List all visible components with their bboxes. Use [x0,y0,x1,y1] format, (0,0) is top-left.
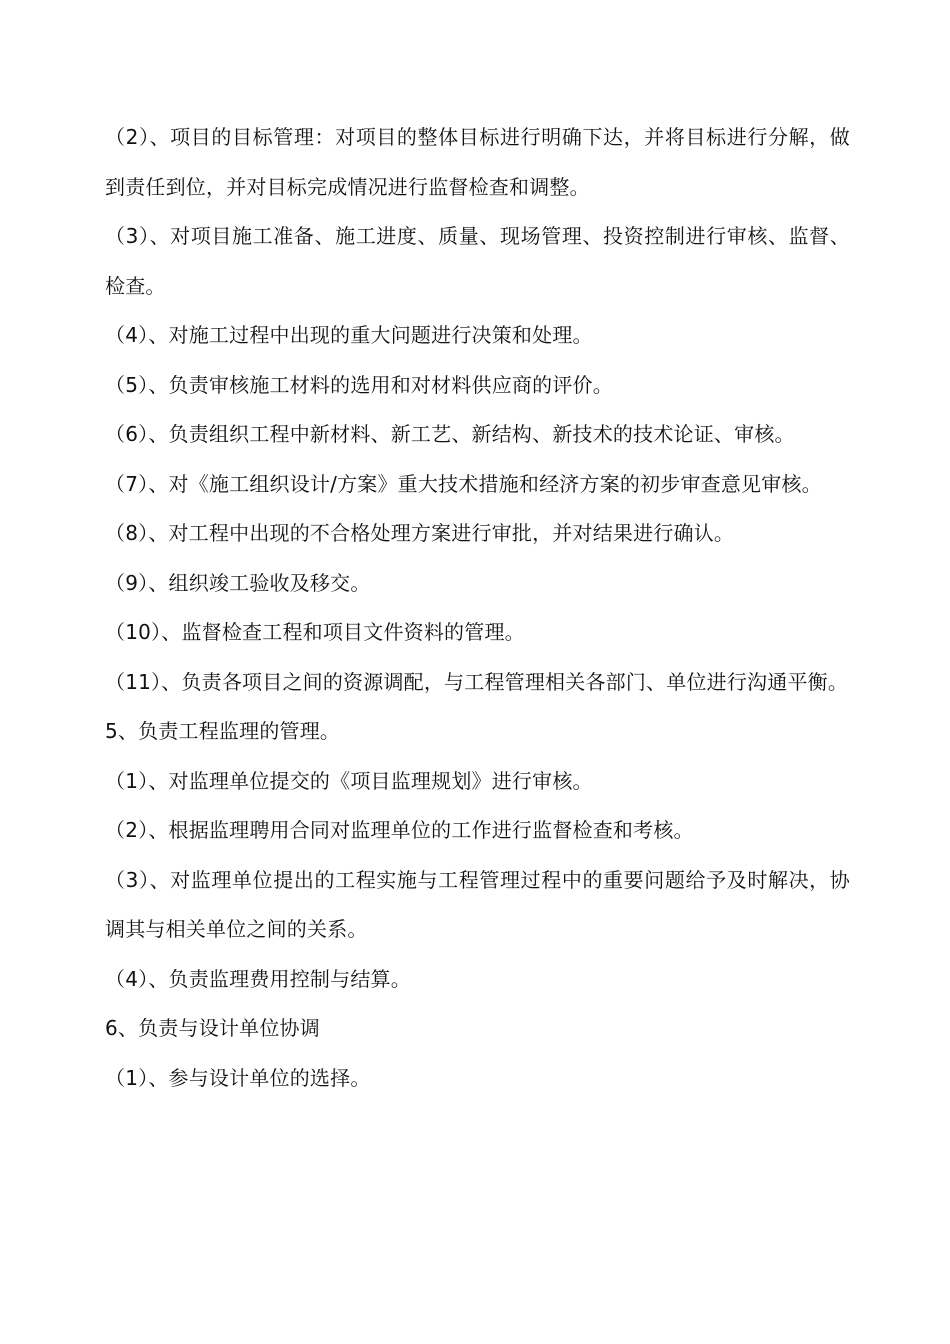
paragraph-construction-review: （3）、对项目施工准备、施工进度、质量、现场管理、投资控制进行审核、监督、检查。 [105,224,850,298]
paragraph-design-plan-review: （7）、对《施工组织设计/方案》重大技术措施和经济方案的初步审查意见审核。 [105,471,822,496]
paragraph-material-review: （5）、负责审核施工材料的选用和对材料供应商的评价。 [105,372,613,397]
paragraph-target-management: （2）、项目的目标管理：对项目的整体目标进行明确下达，并将目标进行分解，做到责任到位，并对目标完成情况进行监督检查和调整。 [105,125,850,199]
paragraph-nonconformity: （8）、对工程中出现的不合格处理方案进行审批，并对结果进行确认。 [105,521,735,545]
paragraph-document-management: （10）、监督检查工程和项目文件资料的管理。 [105,620,525,644]
paragraph-supervision-cost: （4）、负责监理费用控制与结算。 [105,966,411,991]
paragraph-supervision-assessment: （2）、根据监理聘用合同对监理单位的工作进行监督检查和考核。 [105,818,694,842]
document-body [105,113,850,1103]
section-heading-supervision: 5、负责工程监理的管理。 [105,719,341,743]
paragraph-resource-allocation: （11）、负责各项目之间的资源调配，与工程管理相关各部门、单位进行沟通平衡。 [105,669,849,694]
section-heading-design-coordination: 6、负责与设计单位协调 [105,1016,320,1040]
paragraph-supervision-plan: （1）、对监理单位提交的《项目监理规划》进行审核。 [105,768,593,793]
paragraph-major-issues: （4）、对施工过程中出现的重大问题进行决策和处理。 [105,323,593,347]
paragraph-design-selection: （1）、参与设计单位的选择。 [105,1065,371,1090]
paragraph-supervision-issues: （3）、对监理单位提出的工程实施与工程管理过程中的重要问题给予及时解决，协调其与相关单位之间的关系。 [105,867,850,941]
paragraph-technical-review: （6）、负责组织工程中新材料、新工艺、新结构、新技术的技术论证、审核。 [105,422,795,446]
paragraph-acceptance: （9）、组织竣工验收及移交。 [105,570,371,595]
